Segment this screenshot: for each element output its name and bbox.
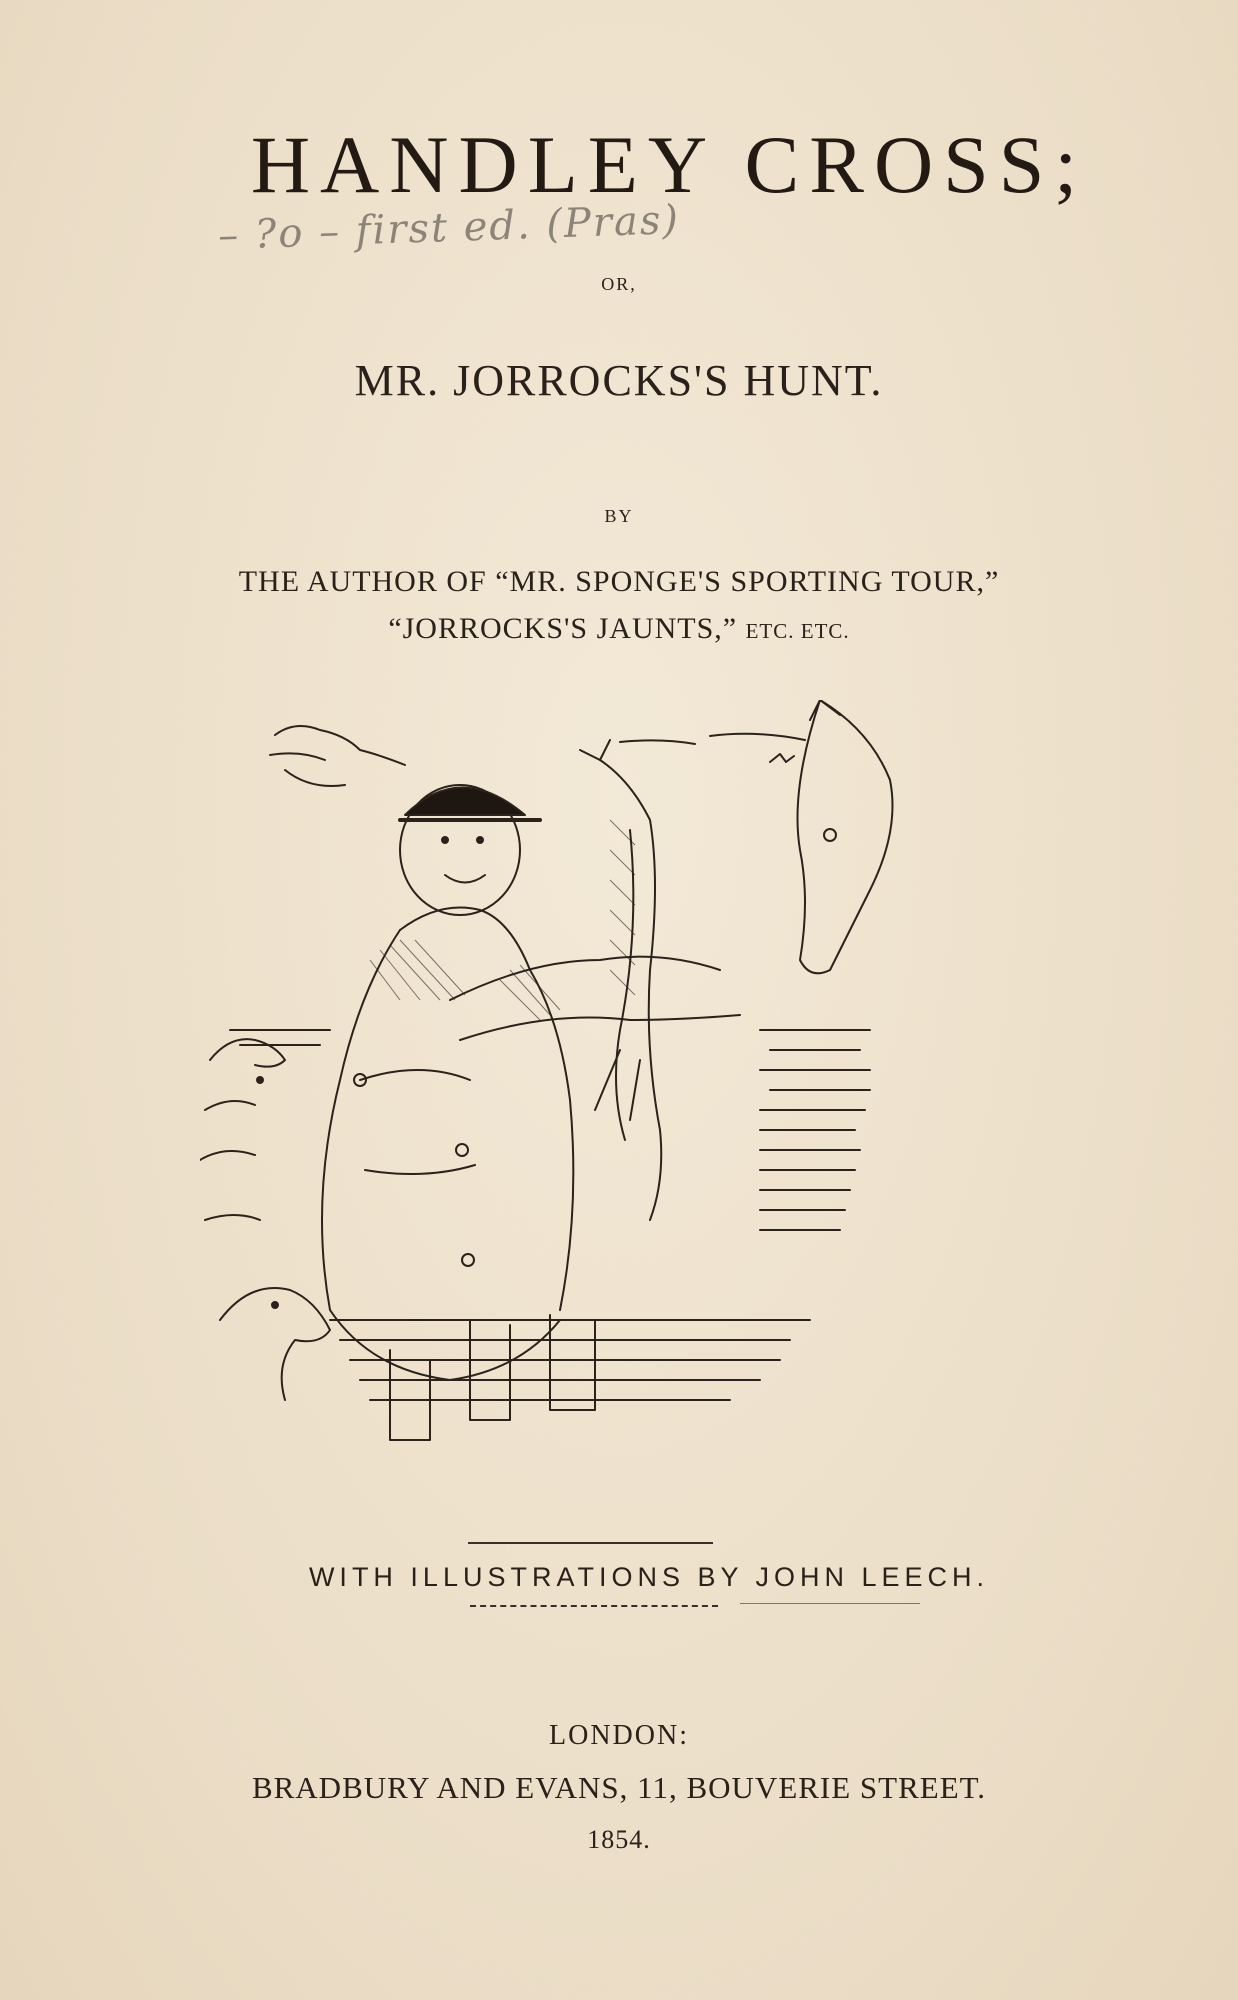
title-connector: OR, xyxy=(601,274,637,294)
author-line-2-suffix: ETC. ETC. xyxy=(745,619,850,643)
handwritten-annotation: – ?o – first ed. (Pras) xyxy=(217,196,681,260)
frontispiece-illustration xyxy=(200,700,940,1470)
publication-year: 1854. xyxy=(587,1825,651,1854)
book-subtitle: MR. JORROCKS'S HUNT. xyxy=(354,356,884,405)
publication-place: LONDON: xyxy=(549,1720,689,1751)
author-line-2 xyxy=(0,612,1238,646)
author-line-2-main: “JORROCKS'S JAUNTS,” xyxy=(388,612,738,645)
top-rule xyxy=(468,1542,713,1544)
by-line: BY xyxy=(604,506,634,526)
author-line-1: THE AUTHOR OF “MR. SPONGE'S SPORTING TOUR,” xyxy=(238,565,1000,598)
bottom-rule xyxy=(470,1605,718,1607)
illustrator-credit: WITH ILLUSTRATIONS BY JOHN LEECH. xyxy=(308,1562,990,1592)
book-title: HANDLEY CROSS; xyxy=(250,119,1088,210)
bottom-rule-right xyxy=(740,1603,920,1604)
publisher-line: BRADBURY AND EVANS, 11, BOUVERIE STREET. xyxy=(251,1770,987,1805)
